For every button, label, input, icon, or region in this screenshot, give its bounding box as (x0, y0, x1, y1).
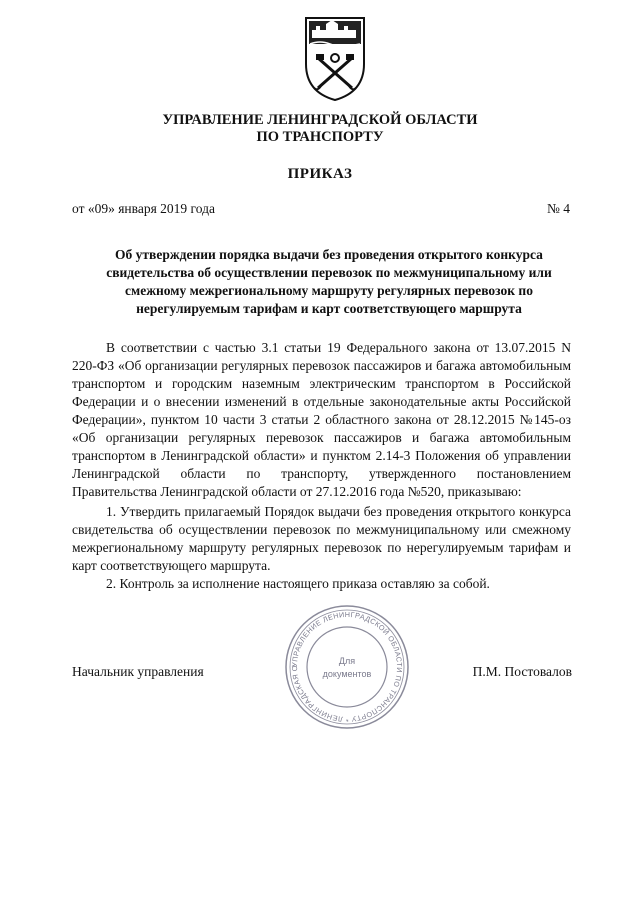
document-type-title: ПРИКАЗ (287, 166, 353, 182)
order-subject: Об утверждении порядка выдачи без проведения открытого конкурса свидетельства об осуществлении перевозок по межмуниципальному или смежному межрегиональному маршруту регулярных перевозок по нерегулируемым тарифам и карт соответствующего маршрута (106, 247, 552, 316)
order-date: от «09» января 2019 года (72, 201, 215, 216)
coat-of-arms-icon (300, 14, 370, 102)
order-item-1: 1. Утвердить прилагаемый Порядок выдачи без проведения открытого конкурса свидетельства об осуществлении перевозок по межмуниципальному или смежному межрегиональному маршруту регулярных перевозок по нерегулируемым тарифам и карт соответствующего маршрута. (72, 504, 571, 573)
stamp-center-line-2: документов (322, 669, 372, 679)
date-number-row (72, 201, 570, 217)
official-stamp (283, 603, 411, 731)
preamble-paragraph: В соответствии с частью 3.1 статьи 19 Федерального закона от 13.07.2015 N 220-ФЗ «Об организации регулярных перевозок пассажиров и багажа автомобильным транспортом и городским наземным электрическим транспортом в Российской Федерации и о внесении изменений в отдельные законодательные акты Российской Федерации», пунктом 10 части 3 статьи 2 областного закона от 28.12.2015 №145-оз «Об организации регулярных перевозок пассажиров и багажа автомобильным транспортом в Ленинградской области» и пунктом 2.14-3 Положения об управлении Ленинградской области по транспорту, утвержденного постановлением Правительства Ленинградской области от 27.12.2016 года №520, приказываю: (72, 340, 571, 499)
signatory-name: П.М. Постовалов (472, 664, 572, 679)
stamp-center-line-1: Для (338, 656, 356, 666)
authority-line-2: ПО ТРАНСПОРТУ (256, 129, 384, 145)
stamp-ring-text: УПРАВЛЕНИЕ ЛЕНИНГРАДСКОЙ ОБЛАСТИ ПО ТРАНСПОРТУ * ЛЕНИНГРАДСКАЯ О (289, 609, 405, 725)
order-item-2: 2. Контроль за исполнение настоящего приказа оставляю за собой. (106, 576, 490, 591)
issuing-authority (0, 112, 640, 146)
order-number: № 4 (546, 201, 570, 216)
order-body (72, 339, 571, 593)
signatory-position: Начальник управления (72, 664, 204, 679)
authority-line-1: УПРАВЛЕНИЕ ЛЕНИНГРАДСКОЙ ОБЛАСТИ (162, 112, 478, 128)
